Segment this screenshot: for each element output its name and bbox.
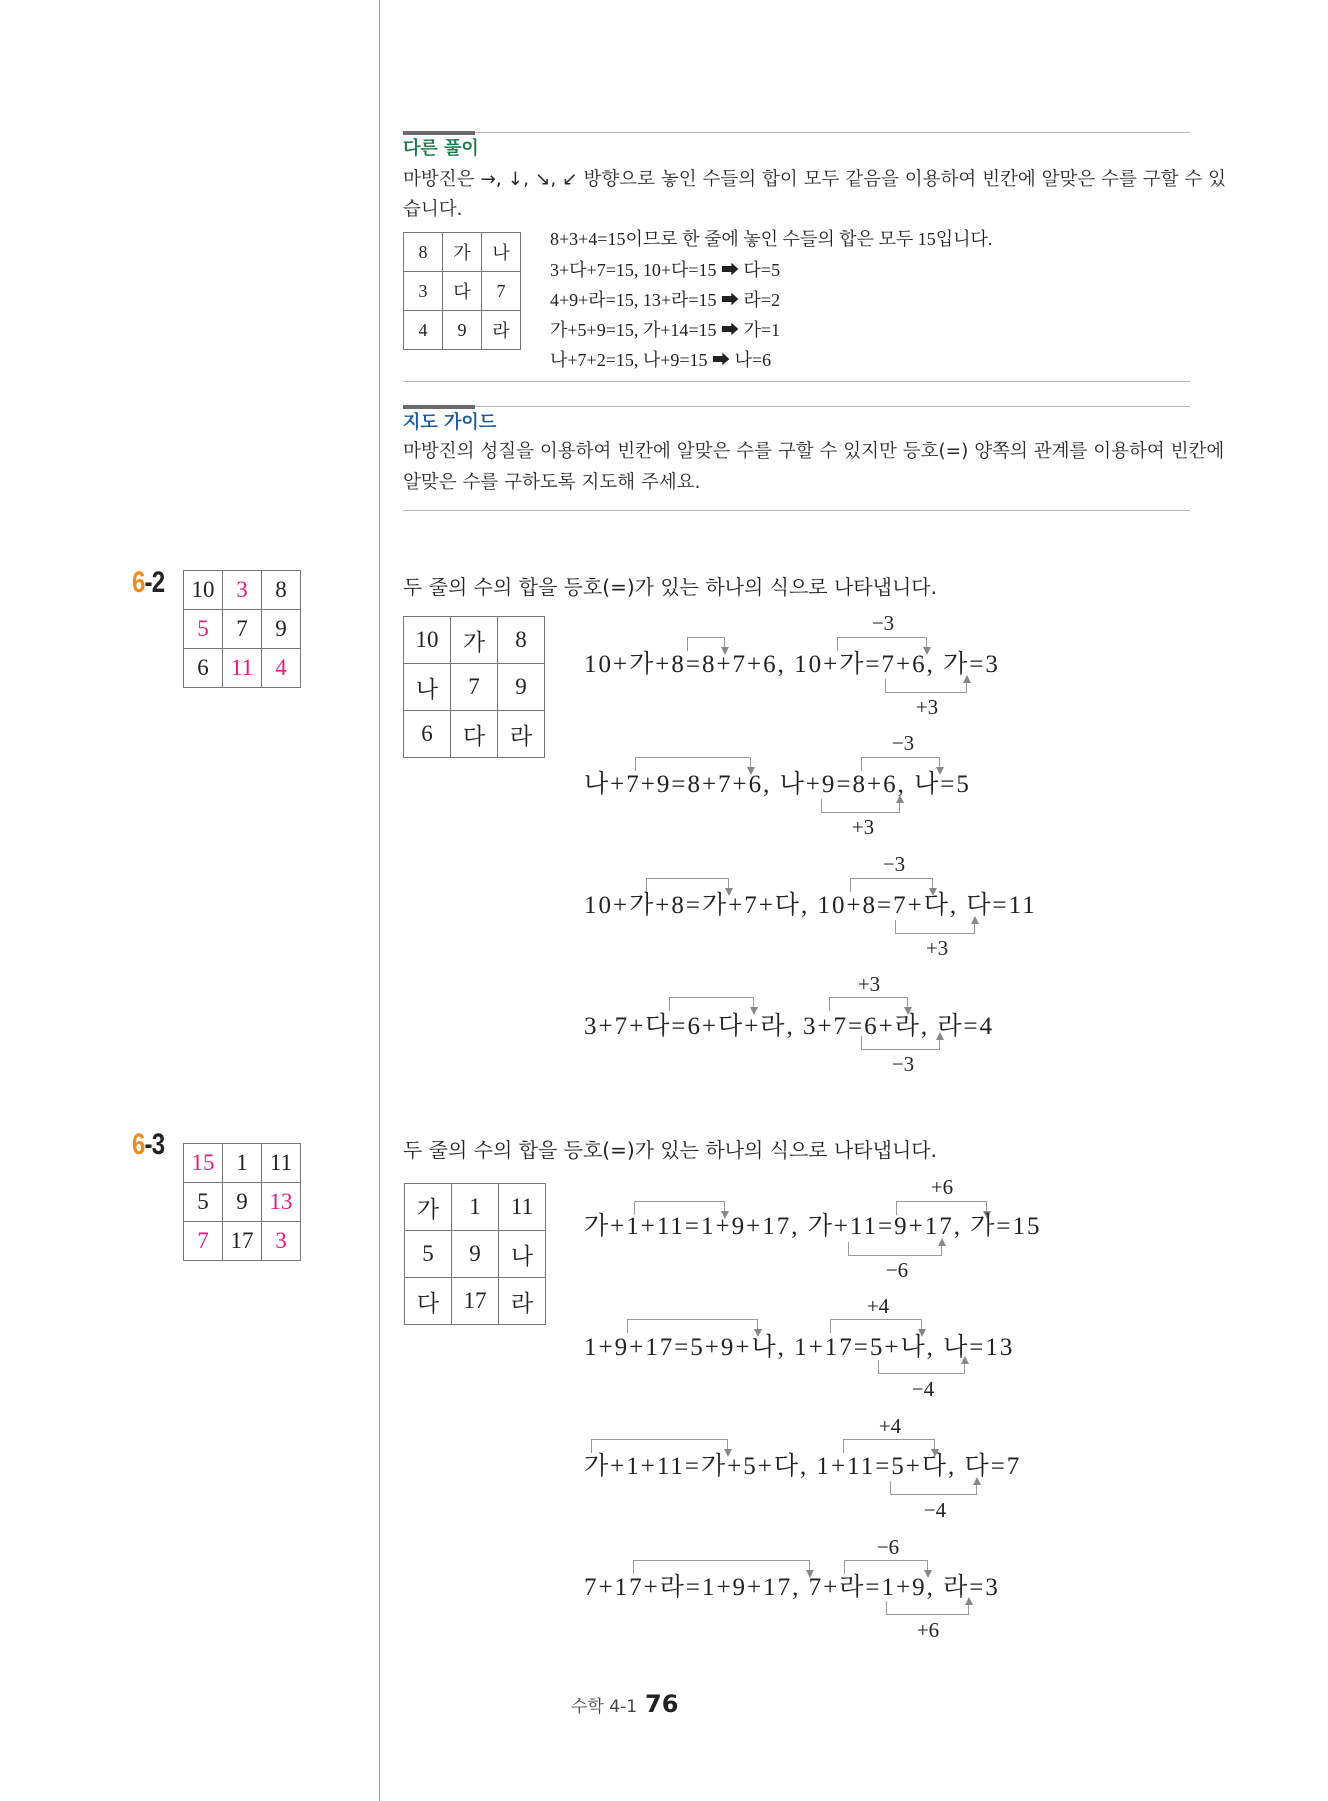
grid-cell: 라 [499,1278,546,1325]
grid-cell: 9 [498,664,545,711]
grid-cell: 나 [404,664,451,711]
top-bracket-arrow [850,878,933,892]
top-bracket-label: +4 [866,1294,890,1318]
bottom-bracket-label: +6 [916,1618,940,1642]
problem-number-sub: -3 [144,1128,165,1161]
bottom-bracket-label: −6 [885,1258,909,1282]
top-bracket-arrow [591,1439,728,1453]
grid-cell: 8 [404,233,443,272]
problem-number-main: 6 [132,1128,145,1161]
bottom-bracket-arrow [885,679,967,693]
grid-cell: 15 [184,1144,223,1183]
grid-cell: 3 [404,272,443,311]
grid-cell: 5 [184,1183,223,1222]
grid-cell: 7 [184,1222,223,1261]
equation: 가+1+11=가+5+다, 1+11=5+다, 다=7 [584,1453,1022,1480]
bottom-bracket-arrow [886,1601,969,1615]
bottom-bracket-arrow [890,1481,977,1495]
grid-cell: 가 [451,617,498,664]
grid-cell: 나 [482,233,521,272]
top-bracket-arrow [837,637,927,651]
book-title: 수학 4-1 [571,1697,638,1717]
grid-cell: 11 [499,1184,546,1231]
other-solution-text-line: 습니다. [403,199,463,220]
bottom-bracket-label: +3 [925,936,949,960]
solution-line: 4+9+라=15, 13+라=15 ➡ 라=2 [550,290,781,310]
other-solution-title: 다른 풀이 [403,138,479,159]
magic-square-example [403,232,521,350]
guide-title: 지도 가이드 [403,412,497,433]
top-bracket-label: +6 [930,1175,954,1199]
grid-cell: 1 [223,1144,262,1183]
top-bracket-arrow [843,1439,935,1453]
grid-cell: 8 [498,617,545,664]
top-bracket-label: −6 [876,1535,900,1559]
problem-number [132,1128,164,1162]
problem-magic-square [404,1183,546,1325]
grid-cell: 5 [184,610,223,649]
answer-magic-square [183,1143,301,1261]
grid-cell: 10 [184,571,223,610]
top-bracket-arrow [669,997,754,1011]
problem-number-main: 6 [132,566,145,599]
equation: 가+1+11=1+9+17, 가+11=9+17, 가=15 [584,1213,1042,1240]
grid-cell: 17 [223,1222,262,1261]
grid-cell: 9 [452,1231,499,1278]
grid-cell: 13 [262,1183,301,1222]
other-solution-bottom-rule [403,381,1190,382]
bottom-bracket-arrow [848,1242,942,1256]
top-bracket-label: +4 [878,1414,902,1438]
page-number: 76 [645,1690,679,1718]
problem-magic-square [403,616,545,758]
top-bracket-arrow [830,1319,922,1333]
guide-text-line: 알맞은 수를 구하도록 지도해 주세요. [403,472,701,493]
grid-cell: 다 [451,711,498,758]
equation: 1+9+17=5+9+나, 1+17=5+나, 나=13 [584,1334,1015,1361]
page-divider [379,0,380,1801]
grid-cell: 11 [262,1144,301,1183]
grid-cell: 7 [482,272,521,311]
grid-cell: 9 [223,1183,262,1222]
guide-top-rule [403,406,1190,407]
grid-cell: 9 [262,610,301,649]
grid-cell: 11 [223,649,262,688]
grid-cell: 17 [452,1278,499,1325]
bottom-bracket-arrow [895,920,975,934]
grid-cell: 7 [223,610,262,649]
other-solution-title-bar [403,131,475,135]
solution-line: 나+7+2=15, 나+9=15 ➡ 나=6 [550,350,772,370]
top-bracket-label: −3 [891,731,915,755]
equation: 10+가+8=8+7+6, 10+가=7+6, 가=3 [584,651,1000,678]
guide-title-bar [403,405,475,409]
grid-cell: 5 [405,1231,452,1278]
grid-cell: 10 [404,617,451,664]
solution-line: 가+5+9=15, 가+14=15 ➡ 가=1 [550,320,781,340]
answer-magic-square [183,570,301,688]
grid-cell: 다 [405,1278,452,1325]
top-bracket-arrow [627,1319,758,1333]
bottom-bracket-label: −4 [911,1377,935,1401]
top-bracket-arrow [646,878,729,892]
grid-cell: 9 [443,311,482,350]
top-bracket-arrow [633,1560,810,1574]
bottom-bracket-label: +3 [851,815,875,839]
grid-cell: 가 [443,233,482,272]
grid-cell: 나 [499,1231,546,1278]
bottom-bracket-arrow [821,799,900,813]
problem-intro: 두 줄의 수의 합을 등호(=)가 있는 하나의 식으로 나타냅니다. [403,575,937,599]
grid-cell: 다 [443,272,482,311]
other-solution-text-line: 마방진은 →, ↓, ↘, ↙ 방향으로 놓인 수들의 합이 모두 같음을 이용하여 빈칸에 알맞은 수를 구할 수 있 [403,169,1226,190]
grid-cell: 6 [184,649,223,688]
grid-cell: 라 [482,311,521,350]
grid-cell: 가 [405,1184,452,1231]
top-bracket-label: +3 [857,972,881,996]
grid-cell: 1 [452,1184,499,1231]
bottom-bracket-label: +3 [915,695,939,719]
grid-cell: 4 [262,649,301,688]
equation: 7+17+라=1+9+17, 7+라=1+9, 라=3 [584,1574,1000,1601]
grid-cell: 6 [404,711,451,758]
top-bracket-arrow [687,637,725,651]
top-bracket-label: −3 [871,611,895,635]
grid-cell: 8 [262,571,301,610]
grid-cell: 3 [262,1222,301,1261]
problem-intro: 두 줄의 수의 합을 등호(=)가 있는 하나의 식으로 나타냅니다. [403,1138,937,1162]
other-solution-top-rule [403,132,1190,133]
equation: 10+가+8=가+7+다, 10+8=7+다, 다=11 [584,892,1037,919]
solution-line: 8+3+4=15이므로 한 줄에 놓인 수들의 합은 모두 15입니다. [550,229,993,249]
grid-cell: 3 [223,571,262,610]
guide-text-line: 마방진의 성질을 이용하여 빈칸에 알맞은 수를 구할 수 있지만 등호(=) 양쪽의 관계를 이용하여 빈칸에 [403,441,1225,462]
bottom-bracket-label: −4 [923,1498,947,1522]
problem-number-sub: -2 [144,566,165,599]
top-bracket-arrow [844,1560,928,1574]
guide-bottom-rule [403,510,1190,511]
problem-number [132,566,164,600]
grid-cell: 4 [404,311,443,350]
grid-cell: 라 [498,711,545,758]
top-bracket-arrow [829,997,908,1011]
top-bracket-arrow [861,757,940,771]
top-bracket-label: −3 [882,852,906,876]
equation: 3+7+다=6+다+라, 3+7=6+라, 라=4 [584,1013,995,1040]
grid-cell: 7 [451,664,498,711]
equation: 나+7+9=8+7+6, 나+9=8+6, 나=5 [584,771,971,798]
bottom-bracket-label: −3 [891,1052,915,1076]
top-bracket-arrow [635,757,751,771]
solution-line: 3+다+7=15, 10+다=15 ➡ 다=5 [550,260,781,280]
page-footer [571,1690,678,1718]
